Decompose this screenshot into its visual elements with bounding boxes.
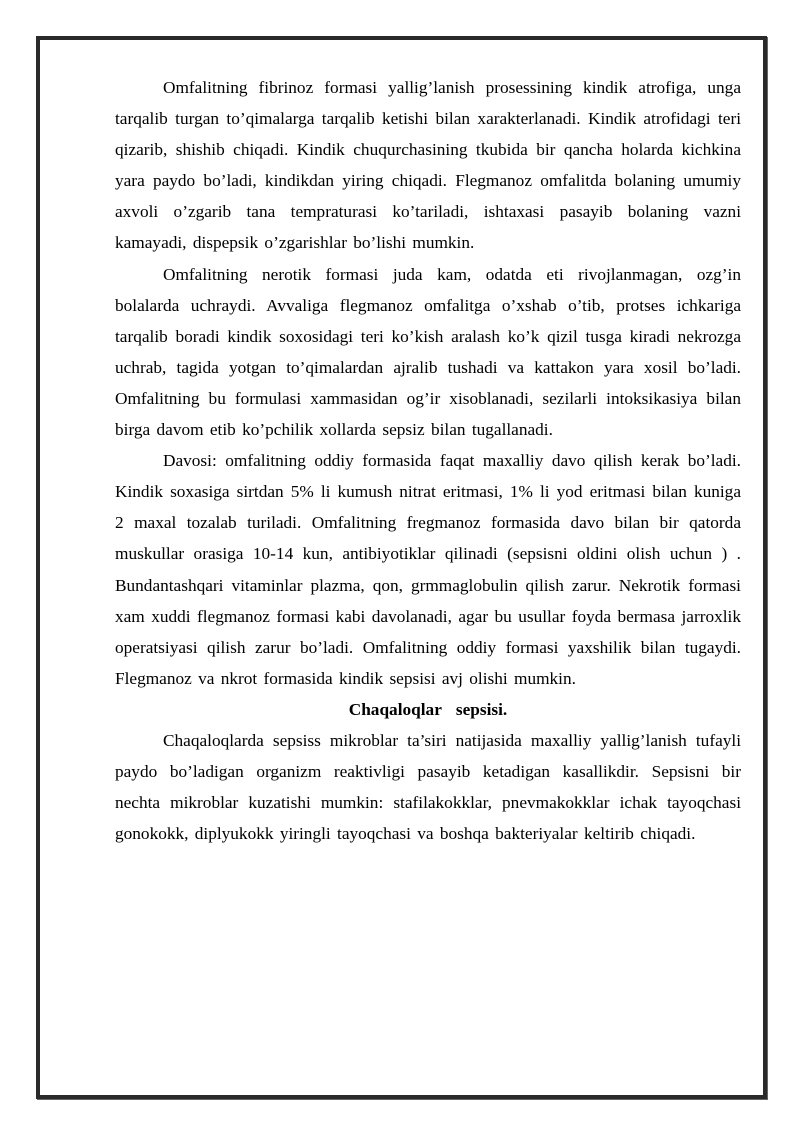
paragraph-nekrotik-form: Omfalitning nerotik formasi juda kam, odatda eti rivojlanmagan, ozg’in bolalarda uchraydi. Avvaliga flegmanoz omfalitga o’xshab o’tib, protses ichkariga tarqalib boradi kindik soxosidagi teri ko’kish aralash ko’k qizil tusga kiradi nekrozga uchrab, tagida yotgan to’qimalardan ajralib tushadi va kattakon yara xosil bo’ladi. Omfalitning bu formulasi xammasidan og’ir xisoblanadi, sezilarli intoksikasiya bilan birga davom etib ko’pchilik xollarda sepsiz bilan tugallanadi. (115, 264, 741, 440)
paragraph-fibrinoz-form: Omfalitning fibrinoz formasi yallig’lanish prosessining kindik atrofiga, unga tarqalib turgan to’qimalarga tarqalib ketishi bilan xarakterlanadi. Kindik atrofidagi teri qizarib, shishib chiqadi. Kindik chuqurchasining tkubida bir qancha holarda kichkina yara paydo bo’ladi, kindikdan yiring chiqadi. Flegmanoz omfalitda bolaning umumiy axvoli o’zgarib tana tempraturasi ko’tariladi, ishtaxasi pasayib bolaning vazni kamayadi, dispepsik o’zgarishlar bo’lishi mumkin. (115, 78, 741, 253)
document-body (115, 72, 741, 849)
paragraph-treatment: Davosi: omfalitning oddiy formasida faqat maxalliy davo qilish kerak bo’ladi. Kindik soxasiga sirtdan 5% li kumush nitrat eritmasi, 1% li yod eritmasi bilan kuniga 2 maxal tozalab turiladi. Omfalitning fregmanoz formasida davo bilan bir qatorda muskullar orasiga 10-14 kun, antibiyotiklar qilinadi (sepsisni oldini olish uchun ) . Bundantashqari vitaminlar plazma, qon, grmmaglobulin qilish zarur. Nekrotik formasi xam xuddi flegmanoz formasi kabi davolanadi, agar bu usullar foyda bermasa jarroxlik operatsiyasi qilish zarur bo’ladi. Omfalitning oddiy formasi yaxshilik bilan tugaydi. Flegmanoz va nkrot formasida kindik sepsisi avj olishi mumkin. (115, 451, 741, 688)
section-heading: Chaqaloqlar sepsisi. (348, 699, 508, 719)
paragraph-neonatal-sepsis: Chaqaloqlarda sepsiss mikroblar ta’siri natijasida maxalliy yallig’lanish tufayli paydo bo’ladigan organizm reaktivligi pasayib ketadigan kasallikdir. Sepsisni bir nechta mikroblar kuzatishi mumkin: stafilakokklar, pnevmakokklar ichak tayoqchasi gonokokk, diplyukokk yiringli tayoqchasi va boshqa bakteriyalar keltirib chiqadi. (115, 730, 741, 844)
